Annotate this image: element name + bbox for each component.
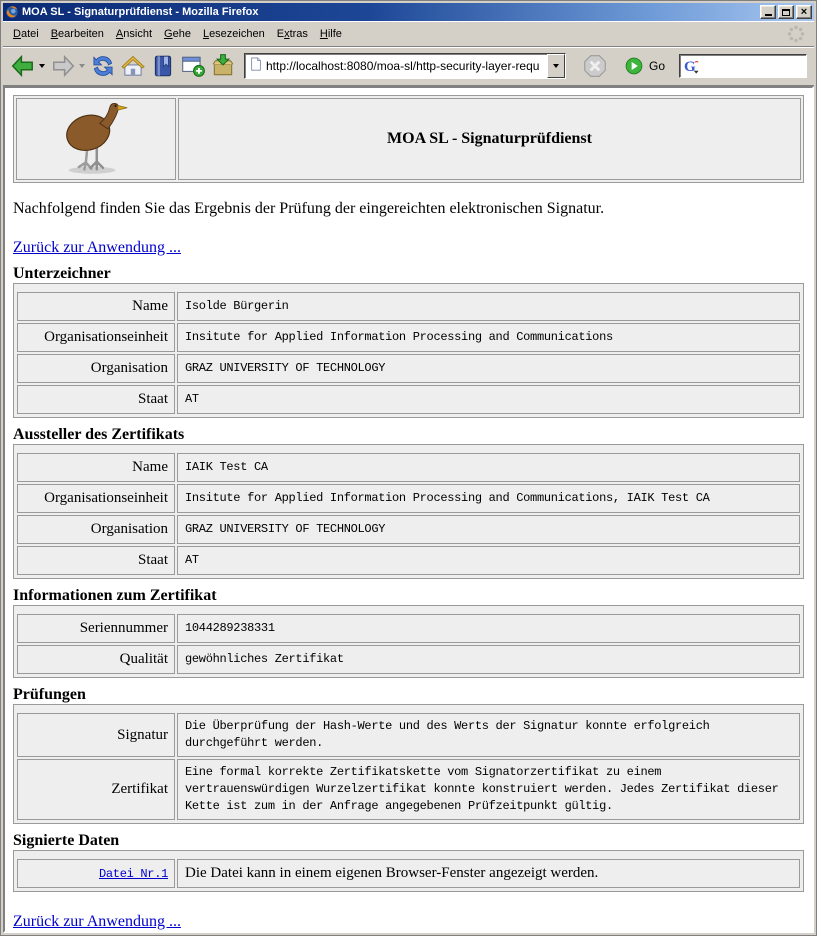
moa-bird-logo: [52, 100, 140, 178]
row-value: AT: [177, 546, 800, 575]
stop-button[interactable]: [580, 50, 610, 82]
table-row: [17, 759, 800, 820]
google-icon: [683, 58, 700, 75]
menubar: [3, 21, 814, 47]
row-label: Signatur: [17, 713, 175, 757]
minimize-icon: [765, 14, 772, 16]
maximize-icon: [782, 9, 790, 16]
section-title: Signierte Daten: [13, 832, 120, 849]
forward-icon: [50, 53, 76, 79]
table-row: [17, 859, 800, 888]
forward-button[interactable]: [48, 50, 78, 82]
page-banner: [13, 95, 804, 183]
titlebar: [3, 3, 814, 21]
row-value: GRAZ UNIVERSITY OF TECHNOLOGY: [177, 354, 800, 383]
section-title: Informationen zum Zertifikat: [13, 587, 217, 604]
maximize-button[interactable]: [778, 5, 794, 19]
back-icon: [10, 53, 36, 79]
table-row: [17, 292, 800, 321]
address-bar[interactable]: [244, 53, 566, 79]
firefox-icon: [5, 5, 19, 19]
navigation-toolbar: [3, 47, 814, 86]
bookmarks-button[interactable]: [148, 50, 178, 82]
back-to-application-link[interactable]: Zurück zur Anwendung ...: [13, 239, 181, 256]
stop-icon: [582, 53, 608, 79]
table-row: [17, 354, 800, 383]
table-row: [17, 713, 800, 757]
menu-item-ansicht[interactable]: Ansicht: [115, 27, 153, 40]
row-label: Organisationseinheit: [17, 484, 175, 513]
table-row: [17, 546, 800, 575]
close-icon: ×: [800, 6, 808, 18]
table-row: [17, 515, 800, 544]
svg-text:G: G: [683, 58, 696, 75]
downloads-button[interactable]: [208, 50, 238, 82]
row-value: Eine formal korrekte Zertifikatskette vom Signatorzertifikat zu einem vertrauenswürdigen Wurzelzertifikat konnte konstruiert werden. Jedes Zertifikat dieser Kette ist zum in der Anfrage angegebenen Prüfzeitpunkt gültig.: [177, 759, 800, 820]
go-icon: [624, 56, 644, 76]
row-label: Name: [17, 453, 175, 482]
row-value: Die Datei kann in einem eigenen Browser-Fenster angezeigt werden.: [177, 859, 800, 888]
menu-item-datei[interactable]: Datei: [13, 27, 39, 40]
row-value: IAIK Test CA: [177, 453, 800, 482]
result-table: [13, 283, 804, 418]
document-icon: [249, 57, 263, 76]
page-title: MOA SL - Signaturprüfdienst: [178, 98, 801, 180]
row-label: Organisation: [17, 515, 175, 544]
go-button[interactable]: [618, 55, 671, 77]
throbber-icon: [786, 24, 806, 44]
table-row: [17, 614, 800, 643]
back-button[interactable]: [8, 50, 38, 82]
section-title: Prüfungen: [13, 686, 86, 703]
page: [5, 88, 812, 933]
table-row: [17, 323, 800, 352]
menu-item-hilfe[interactable]: Hilfe: [319, 27, 342, 40]
row-value: GRAZ UNIVERSITY OF TECHNOLOGY: [177, 515, 800, 544]
row-label: Staat: [17, 546, 175, 575]
table-row: [17, 484, 800, 513]
menu-item-gehe[interactable]: Gehe: [164, 27, 191, 40]
table-row: [17, 385, 800, 414]
row-value: Insitute for Applied Information Processing and Communications, IAIK Test CA: [177, 484, 800, 513]
row-label: Qualität: [17, 645, 175, 674]
table-row: [17, 645, 800, 674]
browser-viewport: [3, 86, 814, 933]
result-table: [13, 605, 804, 678]
moa-logo-cell: [16, 98, 176, 180]
reload-button[interactable]: [88, 50, 118, 82]
row-label: Seriennummer: [17, 614, 175, 643]
result-table: [13, 444, 804, 579]
minimize-button[interactable]: [760, 5, 776, 19]
row-label: Organisationseinheit: [17, 323, 175, 352]
row-label: Zertifikat: [17, 759, 175, 820]
go-label: Go: [648, 59, 665, 73]
home-button[interactable]: [118, 50, 148, 82]
menu-item-lesezeichen[interactable]: Lesezeichen: [202, 27, 265, 40]
row-value: Die Überprüfung der Hash-Werte und des Werts der Signatur konnte erfolgreich durchgeführt werden.: [177, 713, 800, 757]
row-label: [17, 859, 175, 888]
row-value: Isolde Bürgerin: [177, 292, 800, 321]
row-value: 1044289238331: [177, 614, 800, 643]
back-to-application-link-bottom[interactable]: Zurück zur Anwendung ...: [13, 913, 181, 930]
search-input[interactable]: [679, 54, 807, 78]
row-label: Name: [17, 292, 175, 321]
window-controls: [760, 5, 812, 19]
menu-item-extras[interactable]: Extras: [276, 27, 308, 40]
bookmarks-icon: [150, 53, 176, 79]
row-label: Staat: [17, 385, 175, 414]
back-dropdown[interactable]: [39, 64, 45, 68]
signed-file-link[interactable]: Datei Nr.1: [98, 866, 168, 881]
new-window-icon: [180, 53, 206, 79]
row-value: Insitute for Applied Information Processing and Communications: [177, 323, 800, 352]
row-value: gewöhnliches Zertifikat: [177, 645, 800, 674]
result-sections: [13, 266, 804, 892]
result-table: [13, 850, 804, 892]
reload-icon: [90, 53, 116, 79]
row-label: Organisation: [17, 354, 175, 383]
home-icon: [120, 53, 146, 79]
section-title: Unterzeichner: [13, 265, 111, 282]
menu-item-bearbeiten[interactable]: Bearbeiten: [50, 27, 104, 40]
result-table: [13, 704, 804, 824]
downloads-icon: [210, 53, 236, 79]
menu-items: [7, 25, 348, 43]
table-row: [17, 453, 800, 482]
address-input[interactable]: http://localhost:8080/moa-sl/http-security-layer-requ: [266, 59, 540, 73]
row-value: AT: [177, 385, 800, 414]
address-dropdown[interactable]: [547, 54, 565, 78]
window-title: MOA SL - Signaturprüfdienst - Mozilla Firefox: [22, 6, 259, 18]
forward-dropdown[interactable]: [79, 64, 85, 68]
intro-text: Nachfolgend finden Sie das Ergebnis der Prüfung der eingereichten elektronischen Signatur.: [13, 200, 605, 217]
section-title: Aussteller des Zertifikats: [13, 426, 185, 443]
new-window-button[interactable]: [178, 50, 208, 82]
close-button[interactable]: [796, 5, 812, 19]
